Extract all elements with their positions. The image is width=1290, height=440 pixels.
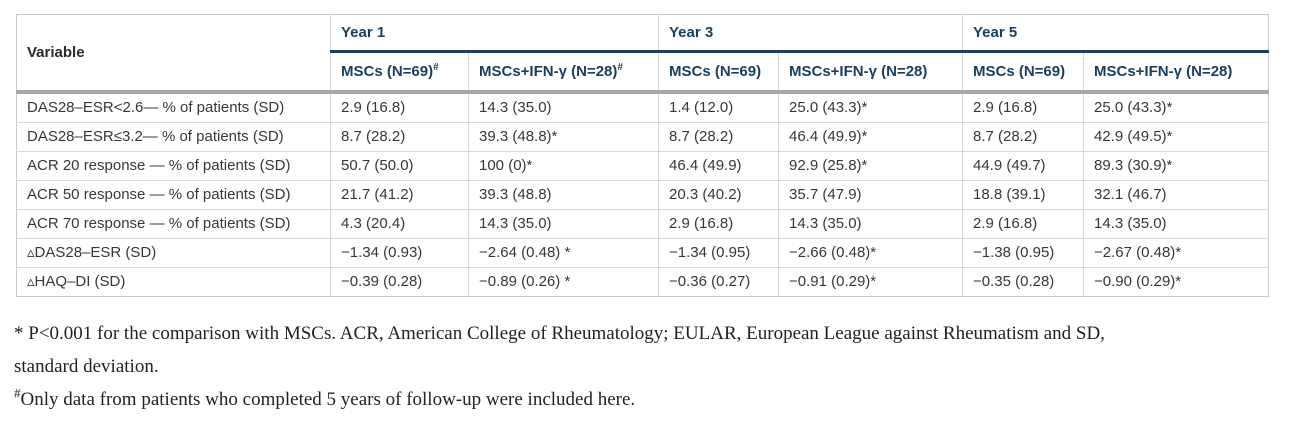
value-cell: 8.7 (28.2) bbox=[963, 123, 1084, 152]
column-label: MSCs (N=69) bbox=[341, 62, 434, 80]
value-cell: 92.9 (25.8)* bbox=[779, 152, 963, 181]
value-cell: 14.3 (35.0) bbox=[779, 210, 963, 239]
results-table bbox=[16, 14, 1269, 297]
value-cell: −0.36 (0.27) bbox=[659, 268, 779, 297]
value-cell: −2.64 (0.48) * bbox=[469, 239, 659, 268]
table-row-acr20 bbox=[17, 152, 1269, 181]
value-cell: −1.38 (0.95) bbox=[963, 239, 1084, 268]
year1-mscs-column-header bbox=[331, 52, 469, 93]
year3-mscs-column-header bbox=[659, 52, 779, 93]
year-header-row bbox=[17, 15, 1269, 52]
variable-column-header: Variable bbox=[17, 15, 331, 93]
value-cell: 18.8 (39.1) bbox=[963, 181, 1084, 210]
hash-footnote-marker: # bbox=[617, 61, 623, 73]
value-cell: 2.9 (16.8) bbox=[963, 92, 1084, 123]
table-footnotes bbox=[14, 317, 1174, 416]
column-label: MSCs (N=69) bbox=[973, 62, 1066, 80]
value-cell: 32.1 (46.7) bbox=[1084, 181, 1269, 210]
column-label: MSCs+IFN-γ (N=28) bbox=[1094, 62, 1233, 80]
value-cell: 21.7 (41.2) bbox=[331, 181, 469, 210]
row-variable-label: DAS28–ESR<2.6— % of patients (SD) bbox=[17, 92, 331, 123]
table-row-das28-esr-2.6 bbox=[17, 92, 1269, 123]
footnote-hash bbox=[14, 383, 1174, 416]
year5-mscs-ifn-column-header bbox=[1084, 52, 1269, 93]
table-row-delta-haq-di bbox=[17, 268, 1269, 297]
value-cell: 4.3 (20.4) bbox=[331, 210, 469, 239]
value-cell: 1.4 (12.0) bbox=[659, 92, 779, 123]
year-3-group-header: Year 3 bbox=[659, 15, 963, 52]
value-cell: −0.39 (0.28) bbox=[331, 268, 469, 297]
value-cell: 42.9 (49.5)* bbox=[1084, 123, 1269, 152]
table-row-acr50 bbox=[17, 181, 1269, 210]
value-cell: −1.34 (0.95) bbox=[659, 239, 779, 268]
value-cell: 20.3 (40.2) bbox=[659, 181, 779, 210]
table-row-delta-das28-esr bbox=[17, 239, 1269, 268]
value-cell: −0.35 (0.28) bbox=[963, 268, 1084, 297]
value-cell: 100 (0)* bbox=[469, 152, 659, 181]
row-variable-label: ▵DAS28–ESR (SD) bbox=[17, 239, 331, 268]
value-cell: 25.0 (43.3)* bbox=[1084, 92, 1269, 123]
hash-footnote-marker: # bbox=[433, 61, 439, 73]
year1-mscs-ifn-column-header bbox=[469, 52, 659, 93]
row-variable-label: ACR 20 response — % of patients (SD) bbox=[17, 152, 331, 181]
year-5-group-header: Year 5 bbox=[963, 15, 1269, 52]
year3-mscs-ifn-column-header bbox=[779, 52, 963, 93]
paper-table-figure bbox=[0, 14, 1290, 440]
value-cell: −1.34 (0.93) bbox=[331, 239, 469, 268]
value-cell: −0.89 (0.26) * bbox=[469, 268, 659, 297]
column-label: MSCs+IFN-γ (N=28) bbox=[479, 62, 618, 80]
column-label: MSCs+IFN-γ (N=28) bbox=[789, 62, 928, 80]
value-cell: 39.3 (48.8) bbox=[469, 181, 659, 210]
row-variable-label: ACR 50 response — % of patients (SD) bbox=[17, 181, 331, 210]
value-cell: −2.66 (0.48)* bbox=[779, 239, 963, 268]
year5-mscs-column-header bbox=[963, 52, 1084, 93]
value-cell: 46.4 (49.9) bbox=[659, 152, 779, 181]
value-cell: 14.3 (35.0) bbox=[469, 92, 659, 123]
value-cell: −2.67 (0.48)* bbox=[1084, 239, 1269, 268]
hash-footnote-marker: # bbox=[14, 385, 21, 401]
column-label: MSCs (N=69) bbox=[669, 62, 762, 80]
value-cell: 2.9 (16.8) bbox=[659, 210, 779, 239]
value-cell: 50.7 (50.0) bbox=[331, 152, 469, 181]
value-cell: 2.9 (16.8) bbox=[331, 92, 469, 123]
value-cell: 14.3 (35.0) bbox=[1084, 210, 1269, 239]
value-cell: 39.3 (48.8)* bbox=[469, 123, 659, 152]
value-cell: 44.9 (49.7) bbox=[963, 152, 1084, 181]
value-cell: 25.0 (43.3)* bbox=[779, 92, 963, 123]
year-1-group-header: Year 1 bbox=[331, 15, 659, 52]
value-cell: −0.90 (0.29)* bbox=[1084, 268, 1269, 297]
value-cell: 35.7 (47.9) bbox=[779, 181, 963, 210]
footnote-hash-text: Only data from patients who completed 5 years of follow-up were included here. bbox=[20, 389, 636, 410]
footnote-significance bbox=[14, 317, 1174, 383]
value-cell: 2.9 (16.8) bbox=[963, 210, 1084, 239]
table-row-das28-esr-3.2 bbox=[17, 123, 1269, 152]
value-cell: 46.4 (49.9)* bbox=[779, 123, 963, 152]
row-variable-label: ACR 70 response — % of patients (SD) bbox=[17, 210, 331, 239]
footnote-significance-text: * P<0.001 for the comparison with MSCs. ACR, American College of Rheumatology; EULAR, European League against Rheumatism and SD, standard deviation. bbox=[14, 323, 1105, 377]
value-cell: 8.7 (28.2) bbox=[659, 123, 779, 152]
table-row-acr70 bbox=[17, 210, 1269, 239]
value-cell: 8.7 (28.2) bbox=[331, 123, 469, 152]
row-variable-label: DAS28–ESR≤3.2— % of patients (SD) bbox=[17, 123, 331, 152]
row-variable-label: ▵HAQ–DI (SD) bbox=[17, 268, 331, 297]
value-cell: 89.3 (30.9)* bbox=[1084, 152, 1269, 181]
value-cell: −0.91 (0.29)* bbox=[779, 268, 963, 297]
value-cell: 14.3 (35.0) bbox=[469, 210, 659, 239]
